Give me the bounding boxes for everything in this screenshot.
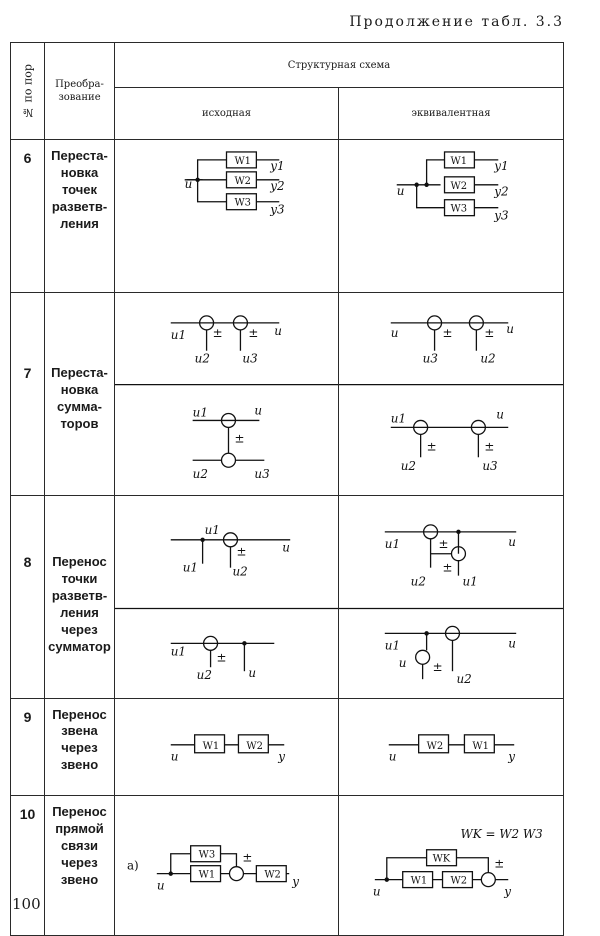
column-header-scheme: Структурная схема — [115, 43, 564, 88]
svg-text:u: u — [248, 666, 257, 681]
column-header-number: № по пор — [11, 43, 45, 140]
svg-text:y2: y2 — [494, 184, 509, 199]
row-transform-name: Переста-новка сумма-торов — [45, 293, 115, 496]
svg-text:u1: u1 — [192, 405, 208, 420]
table-continuation-header: Продолжение табл. 3.3 — [349, 14, 564, 30]
svg-text:u2: u2 — [456, 672, 472, 687]
diagram-original-6 — [115, 140, 339, 293]
diagram-svg — [115, 796, 338, 935]
diagram-svg — [115, 293, 338, 495]
svg-text:u2: u2 — [410, 575, 426, 590]
svg-text:u3: u3 — [422, 352, 438, 366]
svg-text:±: ± — [426, 439, 437, 454]
svg-text:y: y — [292, 874, 299, 889]
diagram-equivalent-7 — [339, 293, 564, 496]
svg-text:W2: W2 — [426, 740, 444, 752]
row-number: 8 — [11, 496, 45, 698]
svg-text:u: u — [388, 749, 397, 764]
diagram-original-10 — [115, 796, 339, 936]
svg-text:u1: u1 — [384, 638, 401, 653]
svg-text:WK: WK — [432, 853, 451, 865]
svg-text:u3: u3 — [482, 459, 498, 474]
svg-text:u: u — [506, 322, 514, 337]
diagram-original-8 — [115, 496, 339, 698]
diagram-equivalent-9 — [339, 698, 564, 796]
svg-text:u1: u1 — [384, 537, 401, 552]
svg-text:u1: u1 — [170, 328, 187, 343]
column-header-transform: Преобра-зование — [45, 43, 115, 140]
svg-text:±: ± — [484, 439, 495, 454]
svg-text:u: u — [508, 636, 516, 651]
svg-text:W2: W2 — [450, 875, 468, 887]
svg-text:±: ± — [484, 326, 495, 341]
svg-text:±: ± — [494, 856, 505, 871]
svg-text:y: y — [508, 749, 515, 764]
svg-text:±: ± — [442, 561, 453, 576]
svg-text:u2: u2 — [192, 467, 208, 482]
svg-text:±: ± — [234, 431, 245, 446]
svg-text:u3: u3 — [242, 352, 258, 366]
svg-text:u: u — [496, 407, 504, 422]
svg-text:W2: W2 — [264, 869, 281, 881]
svg-text:W3: W3 — [198, 849, 216, 861]
svg-text:W3: W3 — [450, 203, 468, 215]
svg-text:u: u — [184, 176, 193, 191]
svg-text:±: ± — [212, 326, 223, 341]
svg-text:±: ± — [432, 660, 443, 675]
svg-text:y3: y3 — [270, 202, 285, 217]
svg-text:W1: W1 — [198, 869, 216, 881]
svg-text:±: ± — [242, 850, 253, 865]
column-header-original: исходная — [115, 88, 339, 140]
diagram-equivalent-8 — [339, 496, 564, 698]
diagram-svg — [339, 699, 563, 796]
svg-text:±: ± — [216, 650, 227, 665]
svg-text:W1: W1 — [410, 875, 428, 887]
svg-text:W2: W2 — [450, 180, 468, 192]
svg-text:y1: y1 — [270, 158, 285, 173]
svg-text:u: u — [508, 535, 516, 550]
svg-text:u: u — [254, 403, 263, 418]
row-number: 6 — [11, 140, 45, 293]
svg-text:u1: u1 — [204, 523, 220, 538]
svg-text:u: u — [390, 326, 399, 341]
diagram-svg — [115, 140, 338, 292]
svg-text:W1: W1 — [202, 740, 220, 752]
svg-text:y1: y1 — [494, 158, 509, 173]
svg-text:W1: W1 — [450, 155, 468, 167]
svg-text:y2: y2 — [270, 178, 285, 193]
diagram-svg — [115, 496, 338, 697]
svg-text:u2: u2 — [480, 352, 496, 366]
row-transform-name: Перенос прямой связи через звено — [45, 796, 115, 936]
svg-text:u2: u2 — [400, 459, 417, 474]
svg-text:±: ± — [248, 326, 259, 341]
svg-text:WK = W2 W3: WK = W2 W3 — [460, 826, 543, 841]
svg-text:u1: u1 — [182, 561, 198, 576]
page-number: 100 — [12, 895, 41, 913]
diagram-original-9 — [115, 698, 339, 796]
svg-text:u: u — [372, 884, 381, 899]
svg-text:u: u — [282, 541, 290, 556]
svg-text:а): а) — [126, 858, 139, 873]
row-number: 7 — [11, 293, 45, 496]
diagram-svg — [339, 796, 563, 935]
row-transform-name: Переста-новка точек разветв-ления — [45, 140, 115, 293]
svg-text:±: ± — [236, 545, 247, 560]
svg-text:y3: y3 — [494, 208, 509, 223]
column-header-equivalent: эквивалентная — [339, 88, 564, 140]
svg-text:u1: u1 — [170, 644, 187, 659]
svg-text:u: u — [396, 183, 405, 198]
svg-text:u2: u2 — [196, 668, 212, 683]
svg-text:W2: W2 — [246, 740, 263, 752]
svg-text:u: u — [398, 656, 407, 671]
svg-text:W1: W1 — [234, 155, 252, 167]
row-transform-name: Перенос точки разветв-ления через сумматор — [45, 496, 115, 698]
row-transform-name: Перенос звена через звено — [45, 698, 115, 796]
svg-text:u1: u1 — [462, 575, 478, 590]
svg-text:u2: u2 — [194, 352, 210, 366]
diagram-original-7 — [115, 293, 339, 496]
svg-text:±: ± — [442, 326, 453, 341]
diagram-equivalent-10 — [339, 796, 564, 936]
svg-text:u: u — [170, 749, 179, 764]
diagram-svg — [339, 496, 563, 697]
svg-text:u2: u2 — [232, 565, 248, 580]
svg-text:W1: W1 — [472, 740, 489, 752]
svg-text:y: y — [278, 749, 286, 764]
svg-text:y: y — [504, 884, 512, 899]
transformations-table — [10, 42, 564, 936]
row-number: 10 — [11, 796, 45, 936]
svg-text:W2: W2 — [234, 175, 252, 187]
row-number: 9 — [11, 698, 45, 796]
diagram-svg — [115, 699, 338, 796]
svg-text:u: u — [156, 878, 165, 893]
diagram-equivalent-6 — [339, 140, 564, 293]
diagram-svg — [339, 140, 563, 292]
svg-text:±: ± — [438, 537, 449, 552]
svg-text:W3: W3 — [234, 197, 252, 209]
svg-text:u3: u3 — [254, 467, 270, 482]
svg-text:u1: u1 — [390, 411, 407, 426]
svg-text:u: u — [274, 324, 282, 339]
diagram-svg — [339, 293, 563, 495]
